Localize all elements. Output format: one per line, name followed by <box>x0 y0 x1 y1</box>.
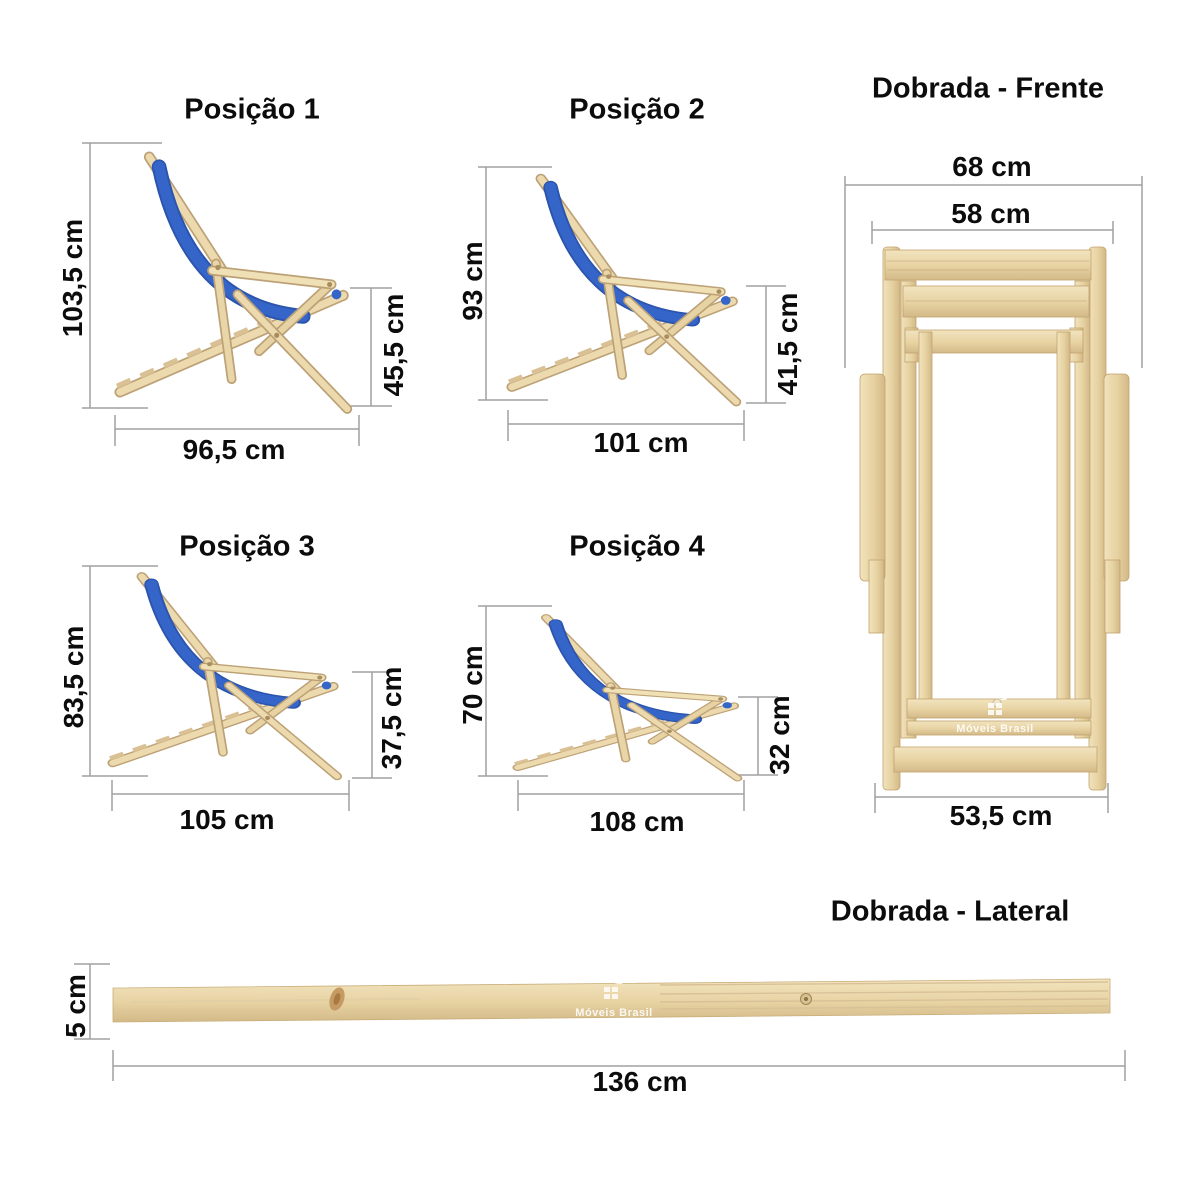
posicao4-title: Posição 4 <box>569 530 705 563</box>
posicao4-length-label: 108 cm <box>589 806 685 837</box>
posicao3-title: Posição 3 <box>179 530 315 563</box>
brand-name-side: Móveis Brasil <box>575 1007 653 1019</box>
posicao2-length-label: 101 cm <box>593 427 689 458</box>
chair-illustration-posicao-2 <box>509 179 736 402</box>
posicao3-height-label: 83,5 cm <box>58 625 89 729</box>
posicao2-title: Posição 2 <box>569 93 705 126</box>
posicao2-seat-height-label: 41,5 cm <box>772 292 803 396</box>
posicao3-seat-height-label: 37,5 cm <box>376 666 407 770</box>
posicao4-seat-height-label: 32 cm <box>764 695 795 775</box>
chair-illustration-posicao-1 <box>117 157 347 409</box>
posicao1-length-label: 96,5 cm <box>182 434 286 465</box>
dobrada-frente-title: Dobrada - Frente <box>871 72 1105 105</box>
lateral-length-label: 136 cm <box>592 1066 688 1097</box>
right-armrest <box>1104 374 1129 581</box>
posicao1-title: Posição 1 <box>184 93 320 126</box>
chair-illustration-posicao-4 <box>515 618 738 779</box>
frente-frame-width-label: 58 cm <box>951 198 1031 229</box>
chair-illustration-posicao-3 <box>110 576 337 776</box>
dobrada-lateral-title: Dobrada - Lateral <box>830 895 1070 928</box>
brand-name-front: Móveis Brasil <box>956 723 1034 735</box>
posicao1-height-label: 103,5 cm <box>57 218 88 338</box>
posicao2-height-label: 93 cm <box>457 241 488 321</box>
folded-front-illustration <box>860 247 1129 790</box>
posicao4-height-label: 70 cm <box>457 645 488 725</box>
frente-base-width-label: 53,5 cm <box>949 800 1053 831</box>
frente-outer-width-label: 68 cm <box>952 151 1032 182</box>
posicao3-length-label: 105 cm <box>179 804 275 835</box>
lateral-thickness-label: 5 cm <box>60 974 91 1038</box>
posicao1-seat-height-label: 45,5 cm <box>378 293 409 397</box>
left-armrest <box>860 374 885 581</box>
folded-side-illustration <box>113 979 1110 1022</box>
